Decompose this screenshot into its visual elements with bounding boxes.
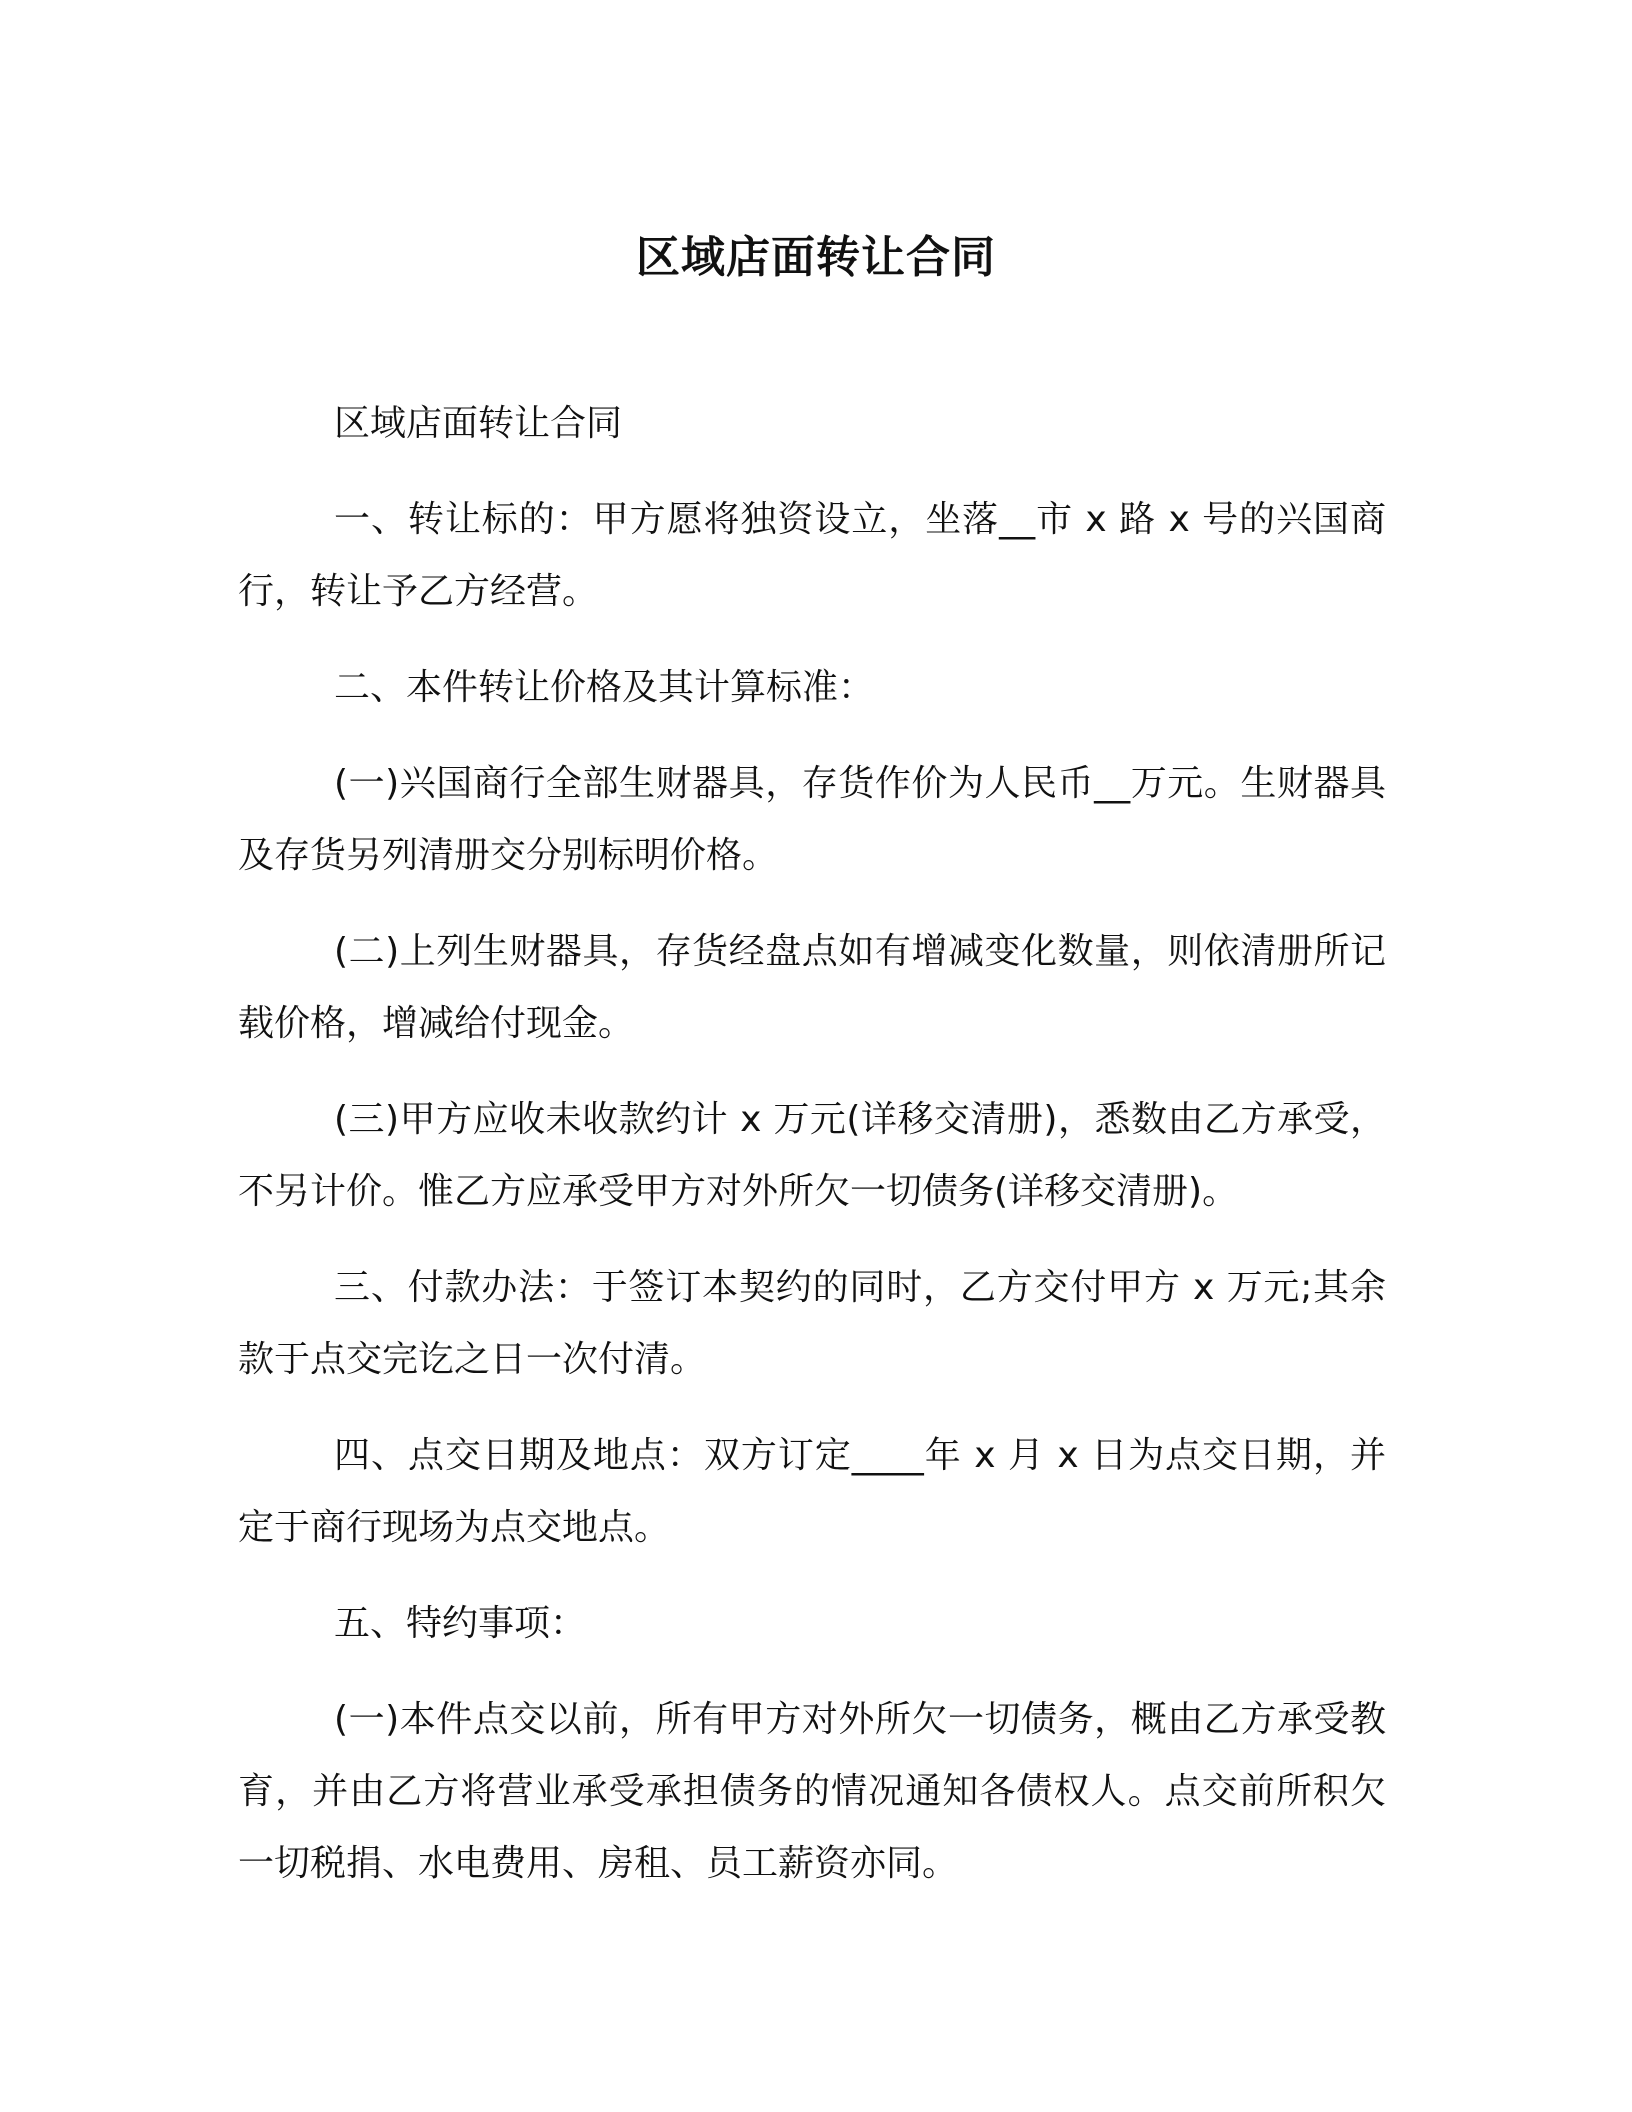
paragraph-price-item-1: (一)兴国商行全部生财器具，存货作价为人民币__万元。生财器具及存货另列清册交分别标明价格。: [238, 763, 1386, 876]
paragraph-price-item-3: (三)甲方应收未收款约计 x 万元(详移交清册)，悉数由乙方承受，不另计价。惟乙方应承受甲方对外所欠一切债务(详移交清册)。: [238, 1099, 1386, 1212]
paragraph-special-terms: 五、特约事项：: [334, 1603, 587, 1644]
paragraph-price-item-2: (二)上列生财器具，存货经盘点如有增减变化数量，则依清册所记载价格，增减给付现金。: [238, 931, 1386, 1044]
document-body: [238, 388, 1386, 1924]
paragraph-payment-method: 三、付款办法：于签订本契约的同时，乙方交付甲方 x 万元;其余款于点交完讫之日一次付清。: [238, 1267, 1386, 1380]
document-title: 区域店面转让合同: [636, 232, 996, 283]
paragraph-special-item-1: (一)本件点交以前，所有甲方对外所欠一切债务，概由乙方承受教育，并由乙方将营业承受承担债务的情况通知各债权人。点交前所积欠一切税捐、水电费用、房租、员工薪资亦同。: [238, 1699, 1386, 1884]
paragraph-transfer-subject: 一、转让标的：甲方愿将独资设立，坐落__市 x 路 x 号的兴国商行，转让予乙方经营。: [238, 499, 1386, 612]
paragraph-handover-date: 四、点交日期及地点：双方订定____年 x 月 x 日为点交日期，并定于商行现场为点交地点。: [238, 1435, 1386, 1548]
paragraph-heading: 区域店面转让合同: [334, 403, 623, 444]
paragraph-price-standard: 二、本件转让价格及其计算标准：: [334, 667, 875, 708]
